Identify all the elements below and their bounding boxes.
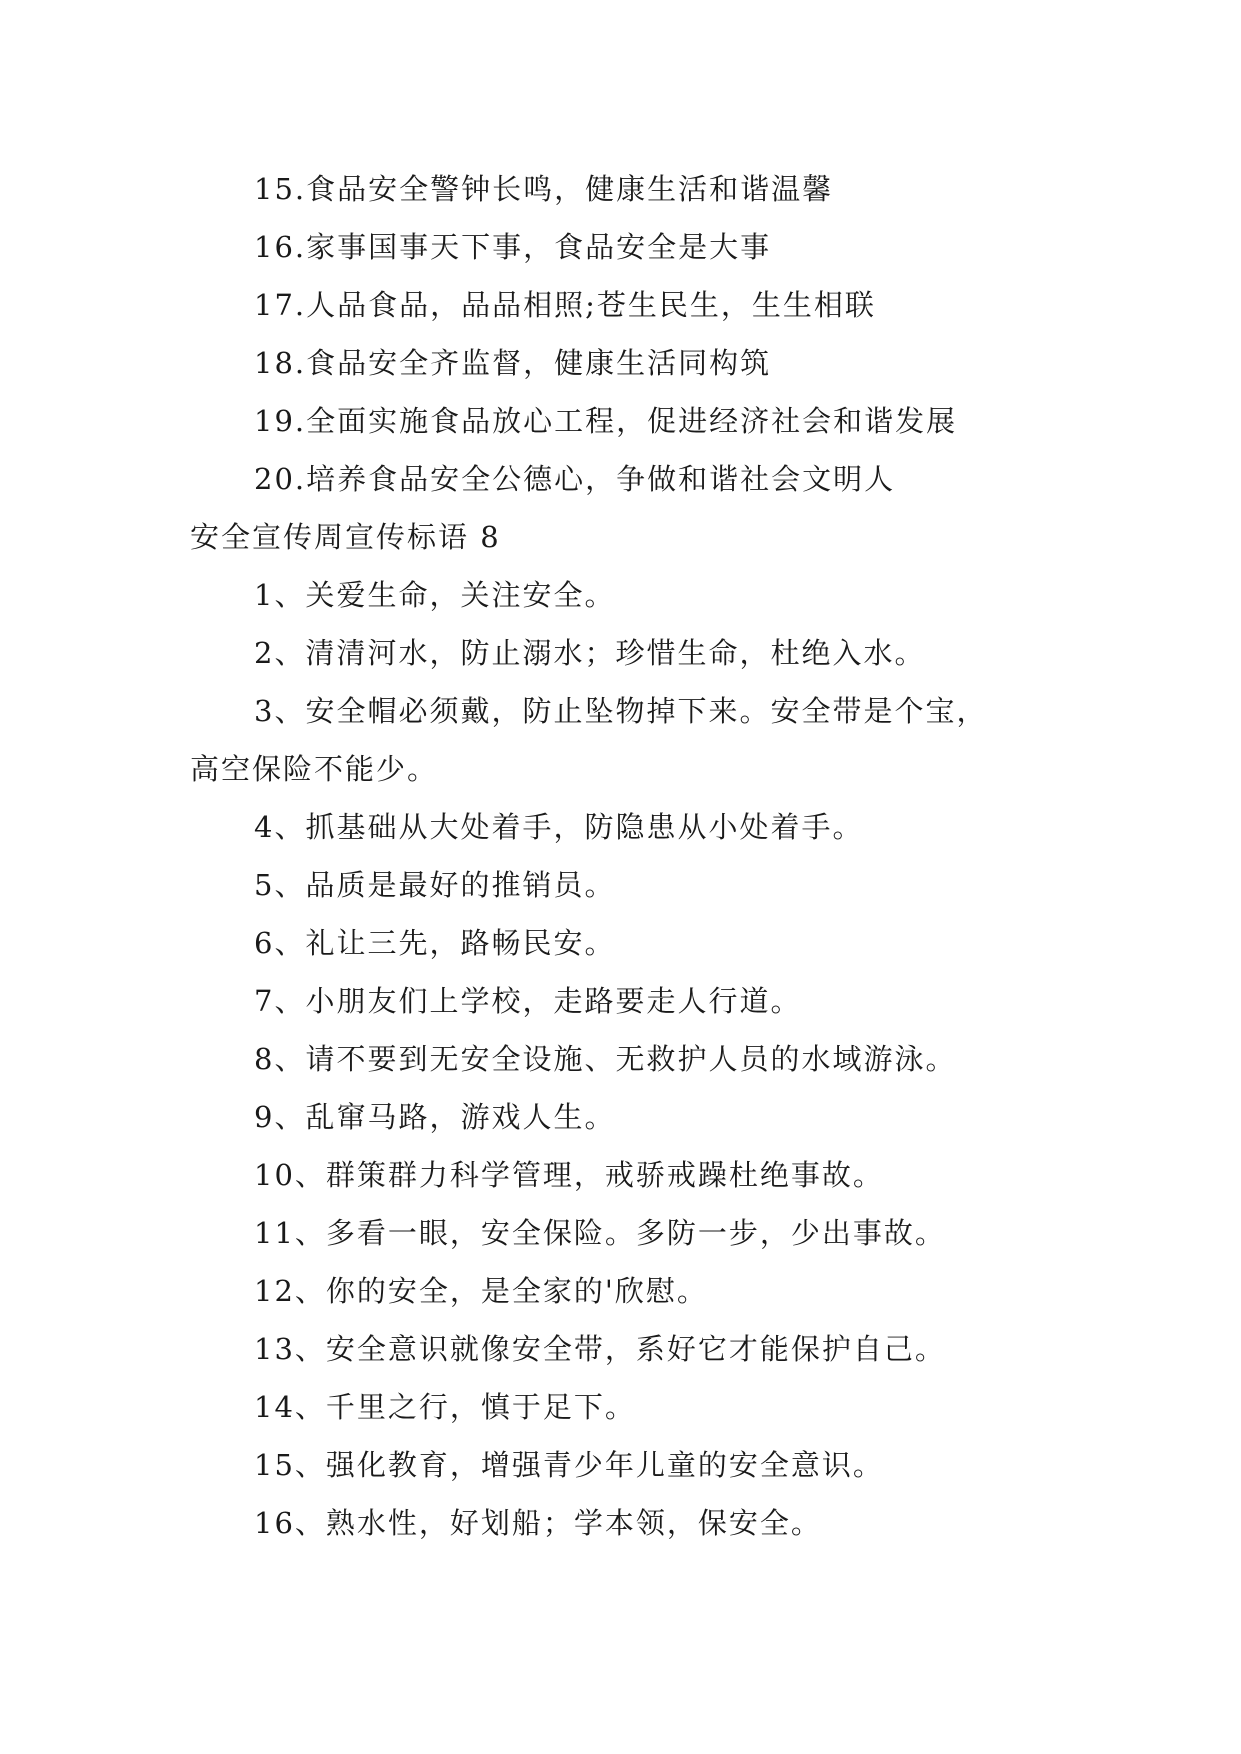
slogan-line: 16、熟水性，好划船；学本领，保安全。 (254, 1506, 822, 1540)
slogan-line: 16.家事国事天下事，食品安全是大事 (254, 230, 772, 264)
document-body (190, 160, 1060, 1552)
slogan-line: 17.人品食品，品品相照;苍生民生，生生相联 (254, 288, 876, 322)
section-heading: 安全宣传周宣传标语 8 (190, 520, 501, 554)
slogan-line: 12、你的安全，是全家的'欣慰。 (254, 1274, 708, 1308)
slogan-line: 3、安全帽必须戴，防止坠物掉下来。安全带是个宝， (254, 694, 988, 728)
slogan-line: 15、强化教育，增强青少年儿童的安全意识。 (254, 1448, 884, 1482)
slogan-line: 11、多看一眼，安全保险。多防一步，少出事故。 (254, 1216, 946, 1250)
slogan-line: 1、关爱生命，关注安全。 (254, 578, 616, 612)
slogan-line: 5、品质是最好的推销员。 (254, 868, 616, 902)
slogan-line: 7、小朋友们上学校，走路要走人行道。 (254, 984, 802, 1018)
slogan-line: 10、群策群力科学管理，戒骄戒躁杜绝事故。 (254, 1158, 884, 1192)
slogan-line: 13、安全意识就像安全带，系好它才能保护自己。 (254, 1332, 946, 1366)
slogan-line: 18.食品安全齐监督，健康生活同构筑 (254, 346, 772, 380)
slogan-line: 2、清清河水，防止溺水；珍惜生命，杜绝入水。 (254, 636, 926, 670)
slogan-line: 8、请不要到无安全设施、无救护人员的水域游泳。 (254, 1042, 957, 1076)
slogan-line: 19.全面实施食品放心工程，促进经济社会和谐发展 (254, 404, 958, 438)
slogan-line: 14、千里之行，慎于足下。 (254, 1390, 636, 1424)
slogan-line-continuation: 高空保险不能少。 (190, 752, 439, 786)
slogan-line: 4、抓基础从大处着手，防隐患从小处着手。 (254, 810, 864, 844)
slogan-line: 9、乱窜马路，游戏人生。 (254, 1100, 616, 1134)
slogan-line: 15.食品安全警钟长鸣，健康生活和谐温馨 (254, 172, 834, 206)
slogan-line: 20.培养食品安全公德心，争做和谐社会文明人 (254, 462, 896, 496)
slogan-line: 6、礼让三先，路畅民安。 (254, 926, 616, 960)
